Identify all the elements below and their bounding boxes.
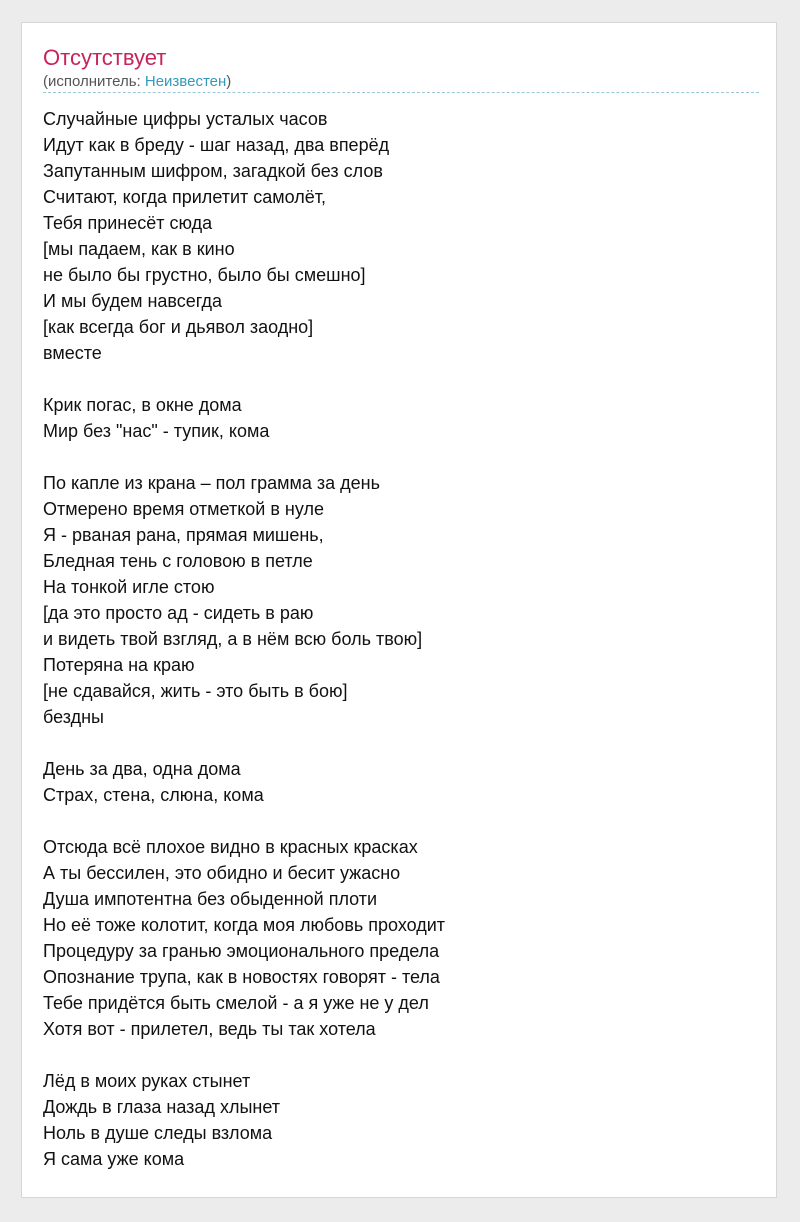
lyrics-card xyxy=(21,22,777,1198)
lyric-line: Отмерено время отметкой в нуле xyxy=(43,499,324,519)
lyric-line: Но её тоже колотит, когда моя любовь проходит xyxy=(43,915,446,935)
lyric-line: Дождь в глаза назад хлынет xyxy=(43,1097,280,1117)
lyric-line: [не сдавайся, жить - это быть в бою] xyxy=(43,681,348,701)
lyric-line: Душа импотентна без обыденной плоти xyxy=(43,889,378,909)
lyric-line: Считают, когда прилетит самолёт, xyxy=(43,187,327,207)
lyric-line: Страх, стена, слюна, кома xyxy=(43,785,264,805)
artist-link[interactable]: Неизвестен xyxy=(144,73,227,90)
lyric-line: Ноль в душе следы взлома xyxy=(43,1123,273,1143)
lyric-line: Потеряна на краю xyxy=(43,655,195,675)
lyric-line: Хотя вот - прилетел, ведь ты так хотела xyxy=(43,1019,376,1039)
lyric-line: Бледная тень с головою в петле xyxy=(43,551,313,571)
lyric-blank-line xyxy=(43,1042,763,1068)
lyric-line: Лёд в моих руках стынет xyxy=(43,1071,251,1091)
lyric-line: бездны xyxy=(43,707,104,727)
lyric-line: А ты бессилен, это обидно и бесит ужасно xyxy=(43,863,401,883)
lyric-blank-line xyxy=(43,730,763,756)
lyric-line: Опознание трупа, как в новостях говорят - тела xyxy=(43,967,440,987)
lyric-blank-line xyxy=(43,808,763,834)
lyric-line: не было бы грустно, было бы смешно] xyxy=(43,265,366,285)
lyric-line: [как всегда бог и дьявол заодно] xyxy=(43,317,314,337)
lyric-line: И мы будем навсегда xyxy=(43,291,223,311)
artist-suffix: ) xyxy=(226,73,232,90)
artist-prefix: (исполнитель: xyxy=(43,73,145,90)
lyrics-body xyxy=(43,106,763,1172)
lyric-line: Крик погас, в окне дома xyxy=(43,395,242,415)
lyric-line: На тонкой игле стою xyxy=(43,577,215,597)
lyric-blank-line xyxy=(43,444,763,470)
lyric-line: Тебе придётся быть смелой - а я уже не у дел xyxy=(43,993,429,1013)
lyric-blank-line xyxy=(43,366,763,392)
lyric-line: Я - рваная рана, прямая мишень, xyxy=(43,525,324,545)
title-divider xyxy=(43,92,759,93)
lyric-line: вместе xyxy=(43,343,102,363)
lyric-line: [мы падаем, как в кино xyxy=(43,239,235,259)
lyric-line: Запутанным шифром, загадкой без слов xyxy=(43,161,383,181)
lyric-line: Отсюда всё плохое видно в красных красках xyxy=(43,837,418,857)
lyric-line: и видеть твой взгляд, а в нём всю боль твою] xyxy=(43,629,423,649)
song-title: Отсутствует xyxy=(43,45,167,70)
lyric-line: Мир без "нас" - тупик, кома xyxy=(43,421,270,441)
lyric-line: Случайные цифры усталых часов xyxy=(43,109,328,129)
lyric-line: Идут как в бреду - шаг назад, два вперёд xyxy=(43,135,390,155)
lyric-line: [да это просто ад - сидеть в раю xyxy=(43,603,314,623)
lyric-line: День за два, одна дома xyxy=(43,759,241,779)
lyric-line: Тебя принесёт сюда xyxy=(43,213,213,233)
lyric-line: Я сама уже кома xyxy=(43,1149,185,1169)
lyric-line: По капле из крана – пол грамма за день xyxy=(43,473,380,493)
artist-line xyxy=(43,73,231,91)
lyric-line: Процедуру за гранью эмоционального предела xyxy=(43,941,440,961)
